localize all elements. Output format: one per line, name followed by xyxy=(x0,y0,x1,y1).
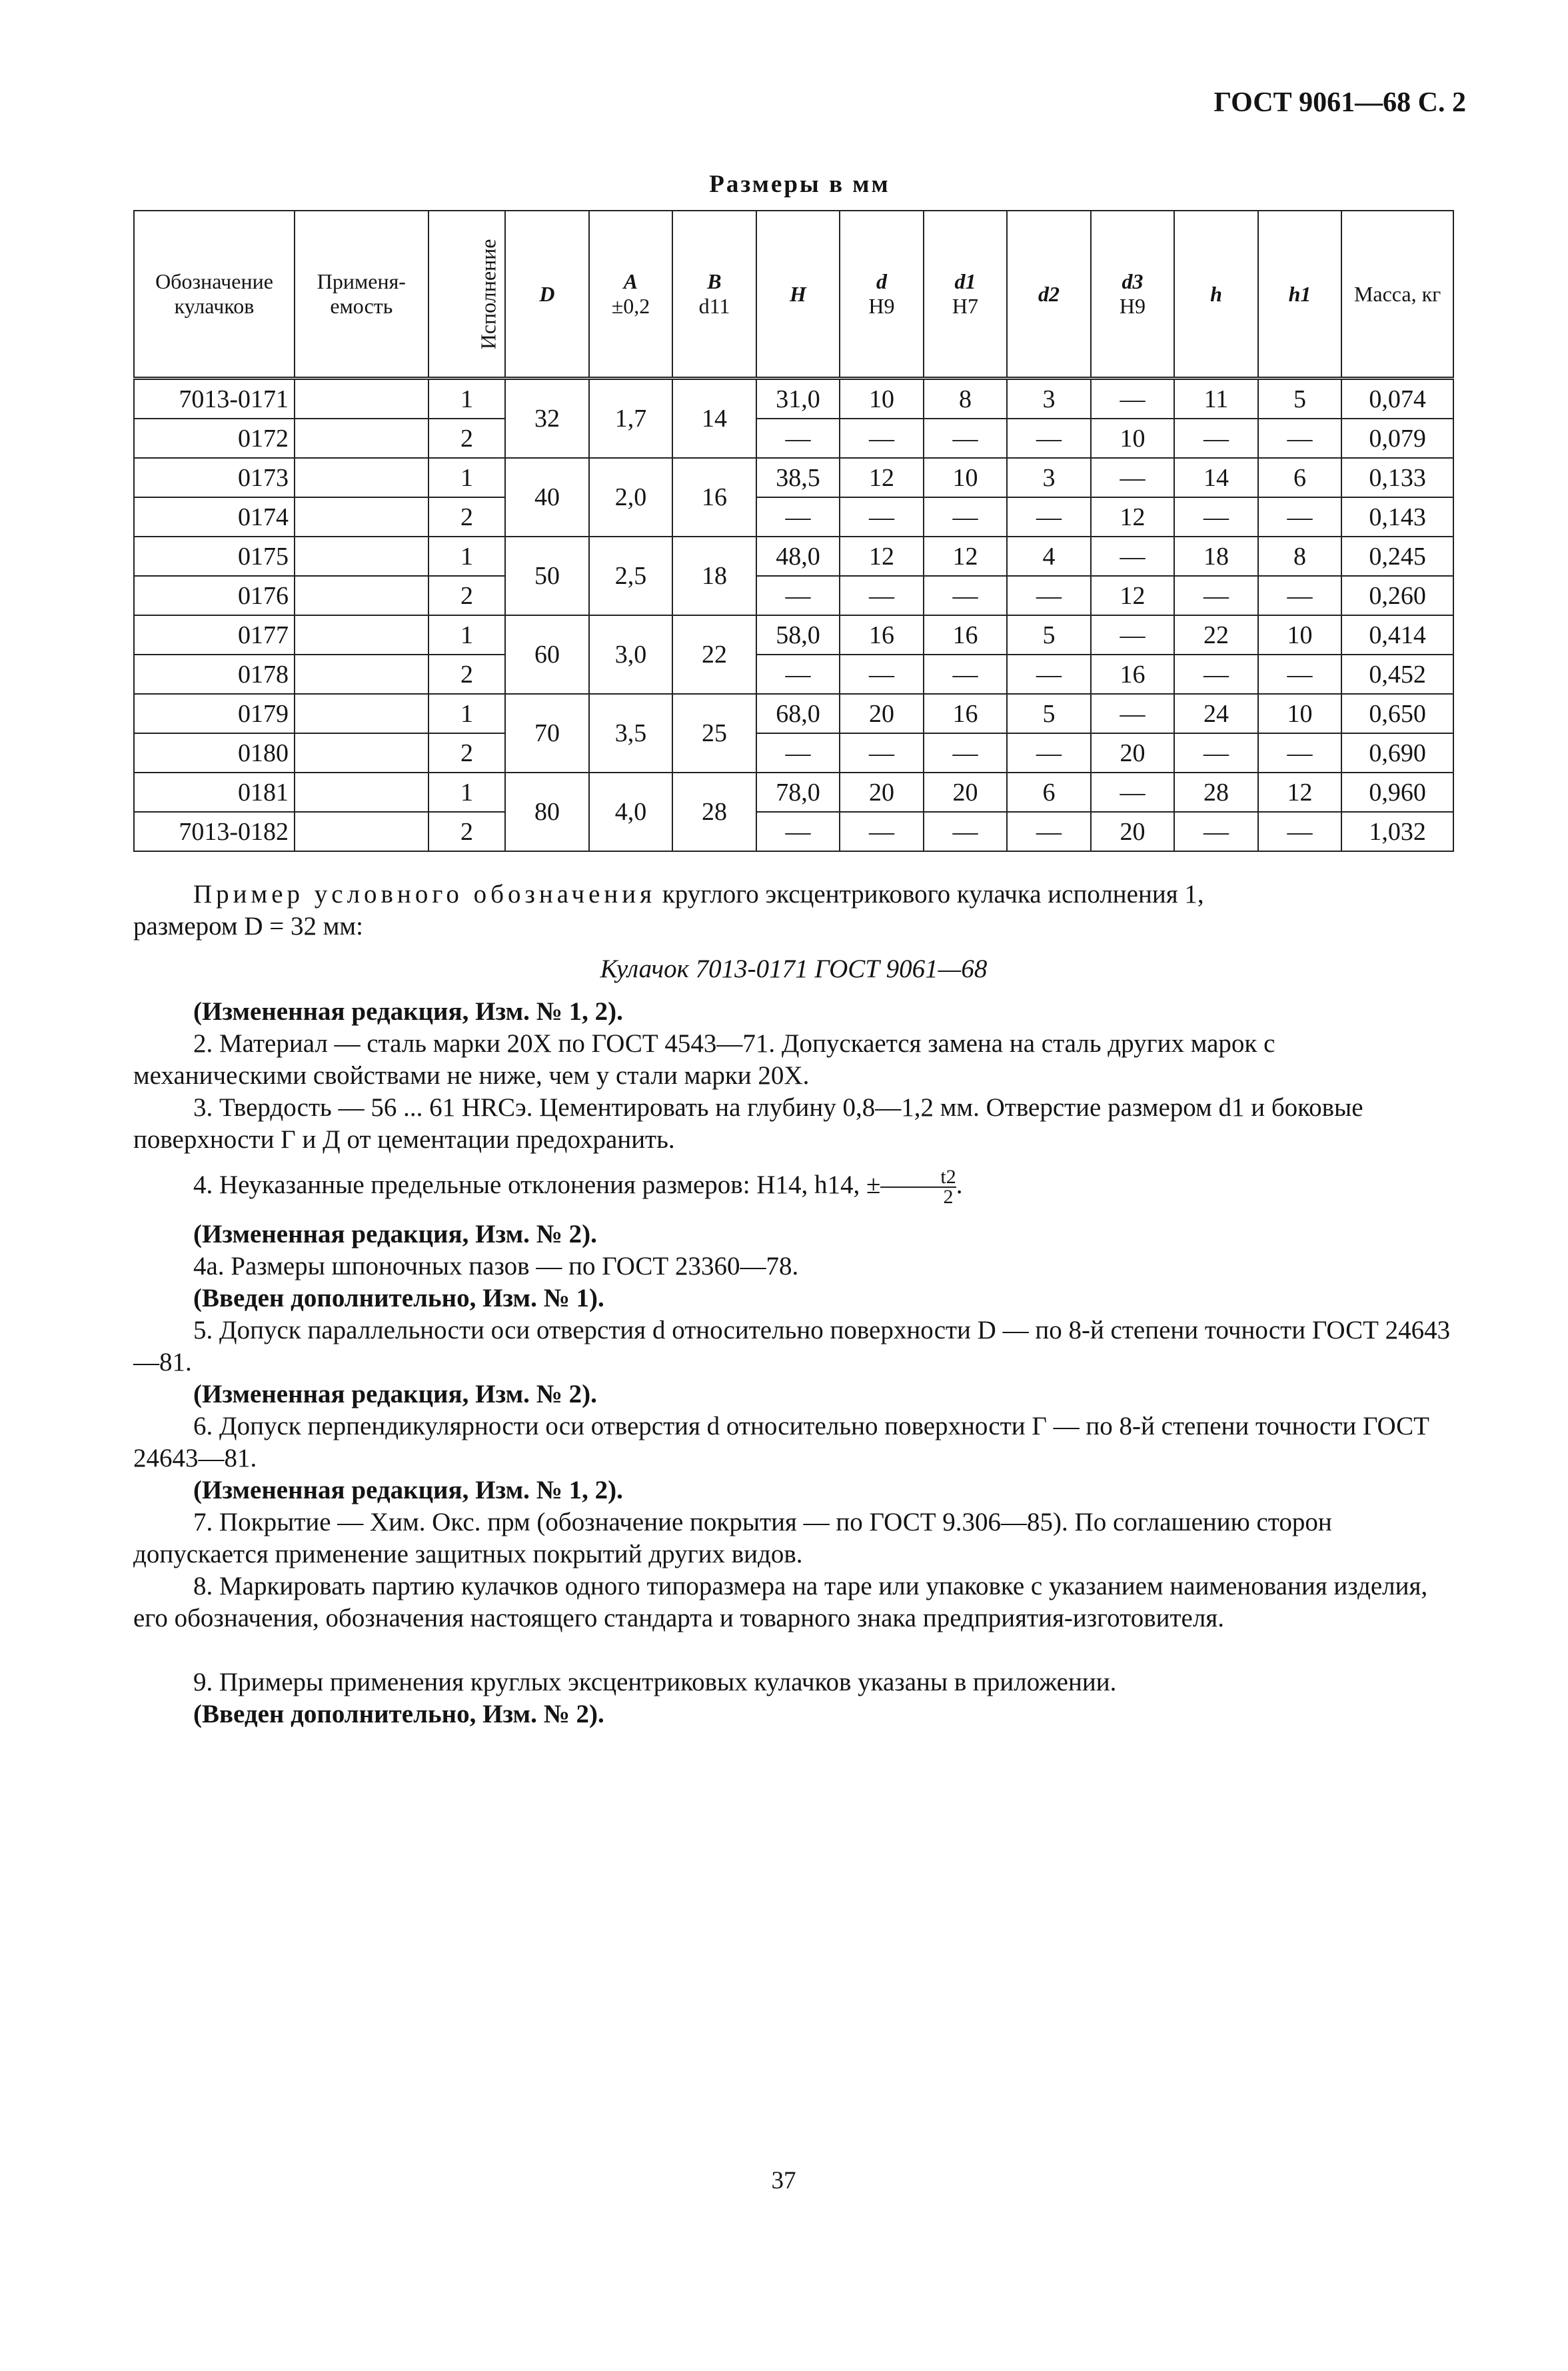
cell-designation: 7013-0171 xyxy=(134,379,295,419)
th-d1-label: d1 xyxy=(954,269,976,294)
example-line-2: размером D = 32 мм: xyxy=(133,912,363,941)
table-row xyxy=(134,497,1453,537)
cell-D: 70 xyxy=(505,694,589,773)
cell-d2: — xyxy=(1007,419,1091,458)
cell-mass: 0,079 xyxy=(1341,419,1453,458)
cell-h: 14 xyxy=(1174,458,1258,497)
cell-d: — xyxy=(840,733,924,773)
cell-H: — xyxy=(756,733,840,773)
table-row xyxy=(134,733,1453,773)
th-A-label: A xyxy=(623,269,638,294)
amendment-note-3: (Измененная редакция, Изм. № 2). xyxy=(193,1380,597,1408)
th-d1-tol: H7 xyxy=(952,294,979,318)
cell-d2: — xyxy=(1007,576,1091,615)
th-applicability: Применя- емость xyxy=(295,211,428,379)
cell-d3: 20 xyxy=(1091,812,1175,851)
th-d2: d2 xyxy=(1007,211,1091,379)
cell-D: 60 xyxy=(505,615,589,694)
table-row xyxy=(134,537,1453,576)
th-h: h xyxy=(1174,211,1258,379)
cell-version: 1 xyxy=(428,537,505,576)
th-A-tol: ±0,2 xyxy=(611,294,650,318)
cell-H: — xyxy=(756,576,840,615)
cell-d1: — xyxy=(924,812,1008,851)
cell-A: 3,5 xyxy=(589,694,673,773)
cell-applicability xyxy=(295,694,428,733)
table-row xyxy=(134,419,1453,458)
cell-H: 31,0 xyxy=(756,379,840,419)
cell-d1: — xyxy=(924,497,1008,537)
example-rest: круглого эксцентрикового кулачка исполнения 1, xyxy=(656,880,1204,909)
cell-version: 2 xyxy=(428,733,505,773)
cell-h1: 5 xyxy=(1258,379,1342,419)
cell-H: 58,0 xyxy=(756,615,840,655)
cell-applicability xyxy=(295,379,428,419)
cell-d: — xyxy=(840,655,924,694)
cell-mass: 0,133 xyxy=(1341,458,1453,497)
th-A xyxy=(589,211,673,379)
cell-designation: 0173 xyxy=(134,458,295,497)
cell-h1: 10 xyxy=(1258,615,1342,655)
table-row xyxy=(134,379,1453,419)
table-row xyxy=(134,576,1453,615)
cell-d1: 10 xyxy=(924,458,1008,497)
cell-H: 48,0 xyxy=(756,537,840,576)
cell-d3: — xyxy=(1091,379,1175,419)
cell-version: 2 xyxy=(428,812,505,851)
cell-A: 2,5 xyxy=(589,537,673,615)
cell-d2: 3 xyxy=(1007,379,1091,419)
cell-d2: 6 xyxy=(1007,773,1091,812)
th-B-tol: d11 xyxy=(698,294,730,318)
cell-h: — xyxy=(1174,497,1258,537)
dimensions-table xyxy=(133,210,1454,852)
cell-d2: 4 xyxy=(1007,537,1091,576)
cell-version: 2 xyxy=(428,419,505,458)
paragraph-6: 6. Допуск перпендикулярности оси отверстия d относительно поверхности Г — по 8-й степени точности ГОСТ 24643—81. xyxy=(133,1412,1429,1472)
th-d1 xyxy=(924,211,1008,379)
cell-d2: — xyxy=(1007,812,1091,851)
th-version-label: Исполнение xyxy=(476,239,500,349)
cell-mass: 0,650 xyxy=(1341,694,1453,733)
cell-H: 78,0 xyxy=(756,773,840,812)
cell-d1: — xyxy=(924,576,1008,615)
table-row xyxy=(134,655,1453,694)
cell-d: — xyxy=(840,812,924,851)
cell-d: 10 xyxy=(840,379,924,419)
cell-d: 20 xyxy=(840,694,924,733)
cell-d: — xyxy=(840,419,924,458)
cell-d2: — xyxy=(1007,655,1091,694)
cell-D: 80 xyxy=(505,773,589,851)
cell-A: 2,0 xyxy=(589,458,673,537)
cell-version: 1 xyxy=(428,615,505,655)
cell-d3: — xyxy=(1091,694,1175,733)
paragraph-3: 3. Твердость — 56 ... 61 HRCэ. Цементировать на глубину 0,8—1,2 мм. Отверстие размером d1 и боковые поверхности Г и Д от цементации предохранить. xyxy=(133,1093,1363,1154)
cell-d1: 16 xyxy=(924,694,1008,733)
cell-B: 22 xyxy=(672,615,756,694)
cell-d: 20 xyxy=(840,773,924,812)
example-spaced: Пример условного обозначения xyxy=(193,880,656,909)
cell-applicability xyxy=(295,615,428,655)
cell-mass: 0,414 xyxy=(1341,615,1453,655)
cell-mass: 0,143 xyxy=(1341,497,1453,537)
th-d3-label: d3 xyxy=(1122,269,1144,294)
cell-D: 40 xyxy=(505,458,589,537)
cell-designation: 7013-0182 xyxy=(134,812,295,851)
table-caption: Размеры в мм xyxy=(709,171,890,198)
th-B-label: B xyxy=(707,269,722,294)
cell-d2: — xyxy=(1007,733,1091,773)
cell-d: 16 xyxy=(840,615,924,655)
cell-h1: — xyxy=(1258,655,1342,694)
cell-mass: 0,074 xyxy=(1341,379,1453,419)
th-d-label: d xyxy=(876,269,887,294)
paragraph-4-text: 4. Неуказанные предельные отклонения размеров: Н14, h14, ± xyxy=(193,1170,881,1199)
cell-A: 4,0 xyxy=(589,773,673,851)
table-header-row xyxy=(134,211,1453,379)
paragraph-2: 2. Материал — сталь марки 20Х по ГОСТ 4543—71. Допускается замена на сталь других марок с механическими свойствами не ниже, чем у стали марки 20Х. xyxy=(133,1029,1275,1090)
cell-h: 24 xyxy=(1174,694,1258,733)
cell-B: 14 xyxy=(672,379,756,459)
table-row xyxy=(134,812,1453,851)
th-h1: h1 xyxy=(1258,211,1342,379)
cell-h: 28 xyxy=(1174,773,1258,812)
cell-h1: — xyxy=(1258,419,1342,458)
cell-mass: 0,690 xyxy=(1341,733,1453,773)
th-version xyxy=(428,211,505,379)
cell-d2: 3 xyxy=(1007,458,1091,497)
paragraph-4: 4. Неуказанные предельные отклонения размеров: Н14, h14, ± $\frac{t2}{2}$ . xyxy=(193,1166,963,1208)
example-designation: Кулачок 7013-0171 ГОСТ 9061—68 xyxy=(600,955,988,983)
cell-H: 38,5 xyxy=(756,458,840,497)
th-mass: Масса, кг xyxy=(1341,211,1453,379)
cell-D: 32 xyxy=(505,379,589,459)
cell-applicability xyxy=(295,458,428,497)
cell-h: — xyxy=(1174,812,1258,851)
cell-applicability xyxy=(295,576,428,615)
table-row xyxy=(134,615,1453,655)
th-B xyxy=(672,211,756,379)
cell-h1: 12 xyxy=(1258,773,1342,812)
cell-mass: 0,960 xyxy=(1341,773,1453,812)
cell-d3: 10 xyxy=(1091,419,1175,458)
cell-d: — xyxy=(840,576,924,615)
fraction-numerator: t2 xyxy=(940,1166,956,1188)
cell-designation: 0172 xyxy=(134,419,295,458)
cell-h1: 10 xyxy=(1258,694,1342,733)
cell-H: — xyxy=(756,419,840,458)
cell-d3: 12 xyxy=(1091,497,1175,537)
table-body xyxy=(134,379,1453,852)
amendment-note-2: (Измененная редакция, Изм. № 2). xyxy=(193,1220,597,1248)
th-designation: Обозначение кулачков xyxy=(134,211,295,379)
paragraph-5: 5. Допуск параллельности оси отверстия d относительно поверхности D — по 8-й степени точности ГОСТ 24643—81. xyxy=(133,1316,1451,1376)
th-H: H xyxy=(756,211,840,379)
cell-h: 22 xyxy=(1174,615,1258,655)
cell-d3: — xyxy=(1091,537,1175,576)
cell-designation: 0181 xyxy=(134,773,295,812)
cell-designation: 0179 xyxy=(134,694,295,733)
cell-version: 2 xyxy=(428,497,505,537)
cell-d1: — xyxy=(924,733,1008,773)
example-line xyxy=(133,879,1454,911)
fraction-denominator: 2 xyxy=(880,1186,956,1206)
cell-A: 3,0 xyxy=(589,615,673,694)
cell-d3: — xyxy=(1091,458,1175,497)
cell-d: 12 xyxy=(840,537,924,576)
cell-h: — xyxy=(1174,419,1258,458)
cell-applicability xyxy=(295,655,428,694)
cell-h1: — xyxy=(1258,497,1342,537)
page-header: ГОСТ 9061—68 С. 2 xyxy=(1213,87,1466,118)
cell-designation: 0180 xyxy=(134,733,295,773)
cell-applicability xyxy=(295,537,428,576)
paragraph-7: 7. Покрытие — Хим. Окс. прм (обозначение покрытия — по ГОСТ 9.306—85). По соглашению сторон допускается применение защитных покрытий других видов. xyxy=(133,1508,1332,1568)
cell-version: 2 xyxy=(428,576,505,615)
th-d-tol: H9 xyxy=(868,294,895,318)
cell-designation: 0174 xyxy=(134,497,295,537)
cell-d1: — xyxy=(924,419,1008,458)
cell-D: 50 xyxy=(505,537,589,615)
cell-d2: 5 xyxy=(1007,694,1091,733)
table-row xyxy=(134,694,1453,733)
amendment-note-1: (Измененная редакция, Изм. № 1, 2). xyxy=(193,997,623,1026)
cell-version: 1 xyxy=(428,458,505,497)
cell-designation: 0178 xyxy=(134,655,295,694)
cell-d2: — xyxy=(1007,497,1091,537)
cell-h: 18 xyxy=(1174,537,1258,576)
cell-h: — xyxy=(1174,655,1258,694)
th-D: D xyxy=(505,211,589,379)
cell-version: 2 xyxy=(428,655,505,694)
paragraph-9: 9. Примеры применения круглых эксцентриковых кулачков указаны в приложении. xyxy=(193,1668,1117,1696)
cell-version: 1 xyxy=(428,694,505,733)
paragraph-4a: 4а. Размеры шпоночных пазов — по ГОСТ 23360—78. xyxy=(193,1252,799,1280)
th-d3-tol: H9 xyxy=(1119,294,1146,318)
cell-h: — xyxy=(1174,576,1258,615)
cell-d3: — xyxy=(1091,773,1175,812)
cell-H: — xyxy=(756,812,840,851)
cell-B: 25 xyxy=(672,694,756,773)
cell-d3: 16 xyxy=(1091,655,1175,694)
th-d3 xyxy=(1091,211,1175,379)
cell-mass: 1,032 xyxy=(1341,812,1453,851)
paragraph-8: 8. Маркировать партию кулачков одного типоразмера на таре или упаковке с указанием наименования изделия, его обозначения, обозначения настоящего стандарта и товарного знака предприятия-изготовителя. xyxy=(133,1572,1428,1632)
cell-H: — xyxy=(756,655,840,694)
cell-d1: 20 xyxy=(924,773,1008,812)
page-number: 37 xyxy=(771,2167,796,2194)
cell-mass: 0,452 xyxy=(1341,655,1453,694)
cell-applicability xyxy=(295,812,428,851)
cell-version: 1 xyxy=(428,379,505,419)
cell-A: 1,7 xyxy=(589,379,673,459)
cell-d1: 12 xyxy=(924,537,1008,576)
cell-B: 18 xyxy=(672,537,756,615)
cell-applicability xyxy=(295,497,428,537)
cell-version: 1 xyxy=(428,773,505,812)
cell-mass: 0,260 xyxy=(1341,576,1453,615)
cell-h: 11 xyxy=(1174,379,1258,419)
cell-h1: — xyxy=(1258,576,1342,615)
th-d xyxy=(840,211,924,379)
cell-d: 12 xyxy=(840,458,924,497)
cell-h: — xyxy=(1174,733,1258,773)
cell-d1: — xyxy=(924,655,1008,694)
cell-d: — xyxy=(840,497,924,537)
introduced-note-2: (Введен дополнительно, Изм. № 2). xyxy=(193,1700,604,1728)
cell-designation: 0177 xyxy=(134,615,295,655)
cell-H: 68,0 xyxy=(756,694,840,733)
cell-B: 16 xyxy=(672,458,756,537)
amendment-note-4: (Измененная редакция, Изм. № 1, 2). xyxy=(193,1476,623,1504)
cell-applicability xyxy=(295,419,428,458)
cell-d3: — xyxy=(1091,615,1175,655)
cell-d1: 8 xyxy=(924,379,1008,419)
cell-B: 28 xyxy=(672,773,756,851)
cell-d2: 5 xyxy=(1007,615,1091,655)
cell-applicability xyxy=(295,773,428,812)
table-row xyxy=(134,458,1453,497)
fraction xyxy=(880,1168,956,1206)
cell-designation: 0175 xyxy=(134,537,295,576)
cell-h1: 8 xyxy=(1258,537,1342,576)
cell-h1: — xyxy=(1258,733,1342,773)
cell-designation: 0176 xyxy=(134,576,295,615)
cell-h1: 6 xyxy=(1258,458,1342,497)
table-row xyxy=(134,773,1453,812)
introduced-note-1: (Введен дополнительно, Изм. № 1). xyxy=(193,1284,604,1312)
cell-h1: — xyxy=(1258,812,1342,851)
cell-d1: 16 xyxy=(924,615,1008,655)
cell-d3: 12 xyxy=(1091,576,1175,615)
cell-H: — xyxy=(756,497,840,537)
cell-d3: 20 xyxy=(1091,733,1175,773)
cell-applicability xyxy=(295,733,428,773)
cell-mass: 0,245 xyxy=(1341,537,1453,576)
